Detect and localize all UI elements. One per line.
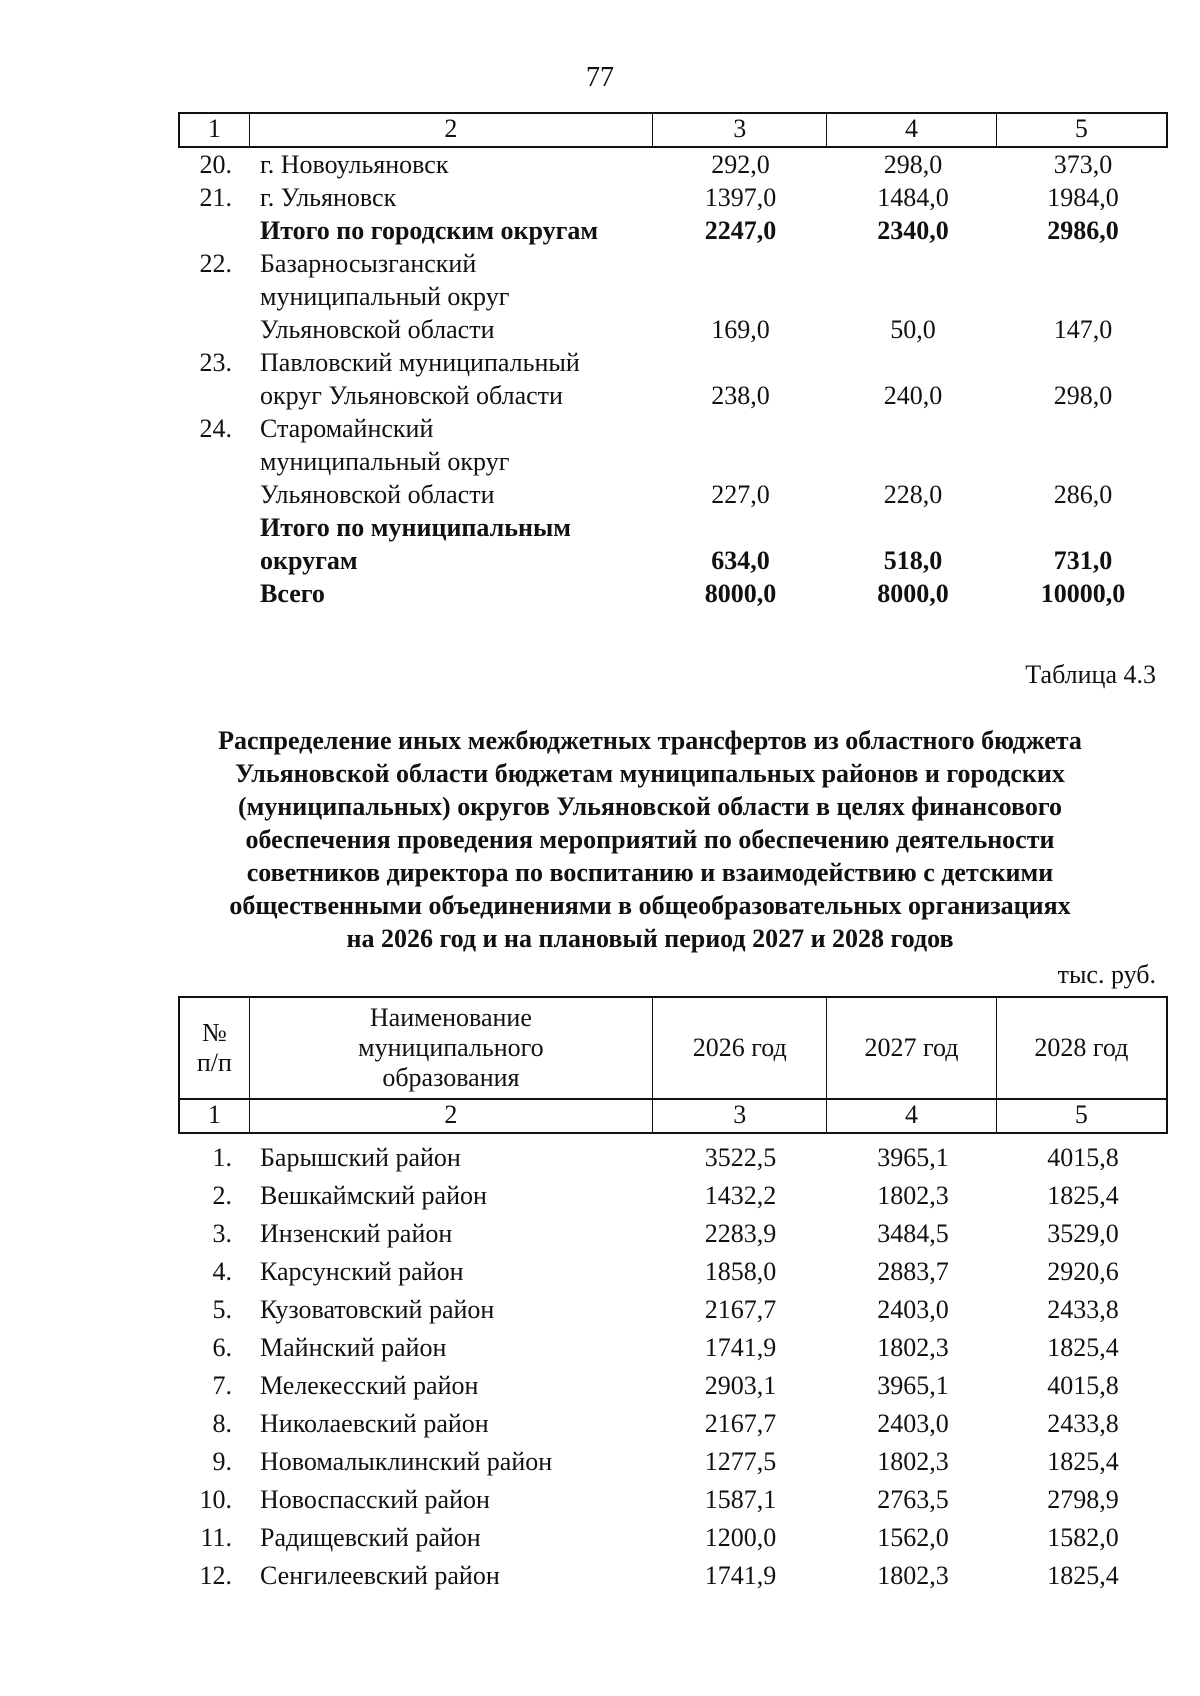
row-name-line: муниципальный округ [260,447,510,476]
table-body [178,148,1168,610]
value-2027: 1802,3 [877,1180,949,1210]
row-name: Сенгилеевский район [260,1560,500,1590]
table-row [178,346,1168,412]
value-2027: 2883,7 [877,1256,949,1286]
column-number: 3 [653,114,827,146]
value-2028: 147,0 [1053,315,1113,344]
value-2026: 1741,9 [704,1332,777,1362]
header-year-2027: 2027 год [827,998,996,1098]
column-number: 1 [180,1100,250,1132]
row-name: Николаевский район [260,1408,489,1438]
title-line: советников директора по воспитанию и взаимодействию с детскими [246,858,1054,887]
value-2027: 228,0 [883,480,943,509]
row-name [248,214,653,247]
row-name: Кузоватовский район [260,1294,495,1324]
row-number: 9. [212,1446,232,1476]
header-name-line: Наименование [369,1003,532,1032]
value-2026: 8000,0 [704,579,777,608]
value-2028: 1984,0 [1047,183,1119,212]
row-name-line: Старомайнский [260,414,434,443]
value-2026: 634,0 [711,546,770,575]
table-row [178,1328,1168,1366]
value-2028: 4015,8 [1047,1370,1119,1400]
value-2027: 1802,3 [877,1332,949,1362]
header-number-line: № [201,1018,227,1047]
row-name: Инзенский район [260,1218,453,1248]
row-name-line: г. Ульяновск [260,183,397,212]
table-row [178,214,1168,247]
row-name-line: Ульяновской области [260,480,495,509]
table-row [178,247,1168,346]
row-name: Новоспасский район [260,1484,490,1514]
title-line: Распределение иных межбюджетных трансфертов из областного бюджета [218,726,1082,755]
table-row [178,1556,1168,1594]
title-line: (муниципальных) округов Ульяновской области в целях финансового [237,792,1063,821]
value-2027: 8000,0 [877,579,949,608]
row-name: Радищевский район [260,1522,481,1552]
value-2026: 169,0 [711,315,770,344]
value-2027: 240,0 [883,381,943,410]
table-row [178,181,1168,214]
row-number: 24. [199,414,232,443]
value-2026: 2903,1 [704,1370,777,1400]
title-line: обеспечения проведения мероприятий по обеспечению деятельности [245,825,1055,854]
row-name-line: Павловский муниципальный [260,348,580,377]
table-header [178,996,1168,1100]
row-name-line: Базарносызганский [260,249,477,278]
column-number: 5 [1074,1100,1088,1129]
row-number: 11. [200,1522,232,1552]
value-2028: 2433,8 [1047,1408,1119,1438]
value-2026: 1741,9 [704,1560,777,1590]
value-2026: 2247,0 [704,216,777,245]
table-row [178,1480,1168,1518]
row-name [248,181,653,214]
row-number: 2. [212,1180,232,1210]
value-2028: 2920,6 [1047,1256,1119,1286]
header-name-line: муниципального [358,1033,544,1062]
table-continuation [178,112,1168,610]
value-2027: 2403,0 [877,1294,949,1324]
header-number [180,998,250,1098]
row-name [248,148,653,181]
table-distribution [178,996,1168,1594]
value-2028: 10000,0 [1040,579,1126,608]
table-row [178,1404,1168,1442]
table-row [178,1366,1168,1404]
value-2027: 2763,5 [877,1484,949,1514]
value-2027: 2340,0 [877,216,949,245]
row-number: 7. [212,1370,232,1400]
value-2026: 292,0 [711,150,770,179]
value-2027: 518,0 [883,546,943,575]
value-2027: 3484,5 [877,1218,949,1248]
row-number: 23. [199,348,232,377]
row-number: 3. [212,1218,232,1248]
column-number: 3 [653,1100,827,1132]
row-name: Мелекесский район [260,1370,479,1400]
value-2027: 3965,1 [877,1370,949,1400]
header-name-line: образования [382,1063,520,1092]
row-name [248,412,653,511]
row-name-line: округ Ульяновской области [260,381,563,410]
value-2028: 2798,9 [1047,1484,1119,1514]
row-name [248,247,653,346]
table-row [178,1176,1168,1214]
value-2028: 1825,4 [1047,1332,1119,1362]
table-row [178,412,1168,511]
value-2028: 3529,0 [1047,1218,1119,1248]
value-2027: 1484,0 [877,183,949,212]
row-name [248,577,653,610]
value-2028: 1582,0 [1047,1522,1119,1552]
row-number: 8. [212,1408,232,1438]
table-row [178,148,1168,181]
header-year-2028: 2028 год [1034,1033,1129,1062]
value-2027: 50,0 [890,315,936,344]
value-2028: 373,0 [1053,150,1113,179]
title-line: общественными объединениями в общеобразовательных организациях [229,891,1071,920]
table-row [178,1518,1168,1556]
value-2027: 1802,3 [877,1560,949,1590]
value-2028: 286,0 [1053,480,1113,509]
column-number: 5 [1074,114,1088,143]
value-2026: 2167,7 [704,1408,777,1438]
row-number: 1. [212,1142,232,1172]
value-2026: 1858,0 [704,1256,777,1286]
table-row [178,1290,1168,1328]
row-number: 21. [199,183,232,212]
table-row [178,1138,1168,1176]
column-number: 1 [180,114,250,146]
table-caption: Таблица 4.3 [1025,660,1156,689]
value-2027: 2403,0 [877,1408,949,1438]
value-2027: 298,0 [883,150,943,179]
row-name-line: г. Новоульяновск [260,150,449,179]
row-name-line: Итого по городским округам [260,216,599,245]
row-name-line: Ульяновской области [260,315,495,344]
value-2028: 731,0 [1053,546,1113,575]
column-number: 4 [827,1100,996,1132]
row-name: Майнский район [260,1332,447,1362]
row-number: 10. [199,1484,232,1514]
value-2026: 1587,1 [704,1484,777,1514]
row-name-line: Всего [260,579,325,608]
row-name [248,511,653,577]
header-year-2026: 2026 год [653,998,827,1098]
value-2028: 298,0 [1053,381,1113,410]
row-name: Барышский район [260,1142,461,1172]
value-2026: 1200,0 [704,1522,777,1552]
value-2026: 1397,0 [704,183,777,212]
title-line: Ульяновской области бюджетам муниципальных районов и городских [235,759,1065,788]
value-2028: 1825,4 [1047,1446,1119,1476]
row-name-line: Итого по муниципальным [260,513,571,542]
row-name-line: муниципальный округ [260,282,510,311]
value-2028: 2986,0 [1047,216,1119,245]
table-title [150,724,1150,955]
value-2026: 227,0 [711,480,770,509]
header-name [250,998,653,1098]
table-row [178,511,1168,577]
value-2026: 238,0 [711,381,770,410]
table-row [178,1442,1168,1480]
table-row [178,1214,1168,1252]
column-number-header [178,1100,1168,1134]
value-2026: 2283,9 [704,1218,777,1248]
page-number: 77 [586,62,614,93]
value-2028: 4015,8 [1047,1142,1119,1172]
row-number: 22. [199,249,232,278]
table-row [178,577,1168,610]
value-2026: 1432,2 [704,1180,777,1210]
value-2028: 1825,4 [1047,1180,1119,1210]
table-row [178,1252,1168,1290]
value-2027: 1802,3 [877,1446,949,1476]
row-number: 4. [212,1256,232,1286]
row-number: 5. [212,1294,232,1324]
row-number: 6. [212,1332,232,1362]
value-2028: 2433,8 [1047,1294,1119,1324]
row-name [248,346,653,412]
header-number-line: п/п [196,1048,232,1077]
table-body [178,1138,1168,1594]
value-2028: 1825,4 [1047,1560,1119,1590]
value-2026: 1277,5 [704,1446,777,1476]
value-2026: 2167,7 [704,1294,777,1324]
value-2027: 1562,0 [877,1522,949,1552]
title-line: на 2026 год и на плановый период 2027 и 2028 годов [346,924,954,953]
row-number: 20. [199,150,232,179]
value-2027: 3965,1 [877,1142,949,1172]
row-name: Вешкаймский район [260,1180,487,1210]
column-number: 4 [827,114,996,146]
row-number: 12. [199,1560,232,1590]
row-name: Карсунский район [260,1256,464,1286]
units-label: тыс. руб. [1057,960,1156,989]
value-2026: 3522,5 [704,1142,777,1172]
column-number: 2 [250,1100,653,1132]
row-name: Новомалыклинский район [260,1446,553,1476]
row-name-line: округам [260,546,358,575]
column-number: 2 [250,114,653,146]
column-number-header [178,112,1168,148]
